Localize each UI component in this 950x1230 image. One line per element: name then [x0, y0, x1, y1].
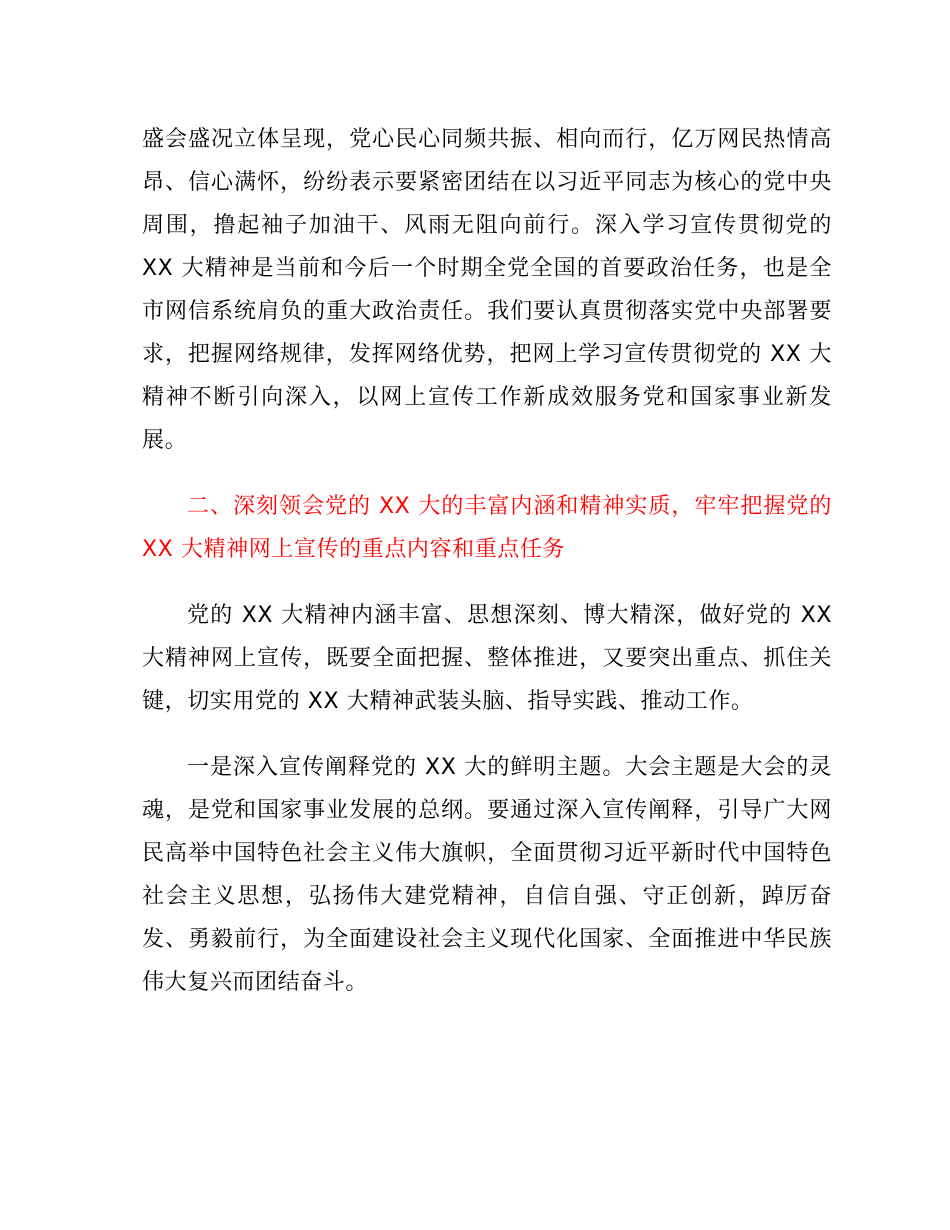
- document-body: [142, 118, 832, 1027]
- paragraph-continuation: 盛会盛况立体呈现，党心民心同频共振、相向而行，亿万网民热情高昂、信心满怀，纷纷表示要紧密团结在以习近平同志为核心的党中央周围，撸起袖子加油干、风雨无阻向前行。深入学习宣传贯彻党的 XX 大精神是当前和今后一个时期全党全国的首要政治任务，也是全市网信系统肩负的重大政治责任。我们要认真贯彻落实党中央部署要求，把握网络规律，发挥网络优势，把网上学习宣传贯彻党的 XX 大精神不断引向深入，以网上宣传工作新成效服务党和国家事业新发展。: [142, 127, 832, 453]
- paragraph-intro: 党的 XX 大精神内涵丰富、思想深刻、博大精深，做好党的 XX 大精神网上宣传，既要全面把握、整体推进，又要突出重点、抓住关键，切实用党的 XX 大精神武装头脑、指导实践、推动工作。: [142, 603, 832, 714]
- paragraph-point-one: 一是深入宣传阐释党的 XX 大的鲜明主题。大会主题是大会的灵魂，是党和国家事业发展的总纲。要通过深入宣传阐释，引导广大网民高举中国特色社会主义伟大旗帜，全面贯彻习近平新时代中国特色社会主义思想，弘扬伟大建党精神，自信自强、守正创新，踔厉奋发、勇毅前行，为全面建设社会主义现代化国家、全面推进中华民族伟大复兴而团结奋斗。: [142, 755, 832, 995]
- section-heading: 二、深刻领会党的 XX 大的丰富内涵和精神实质，牢牢把握党的 XX 大精神网上宣传的重点内容和重点任务: [142, 494, 832, 562]
